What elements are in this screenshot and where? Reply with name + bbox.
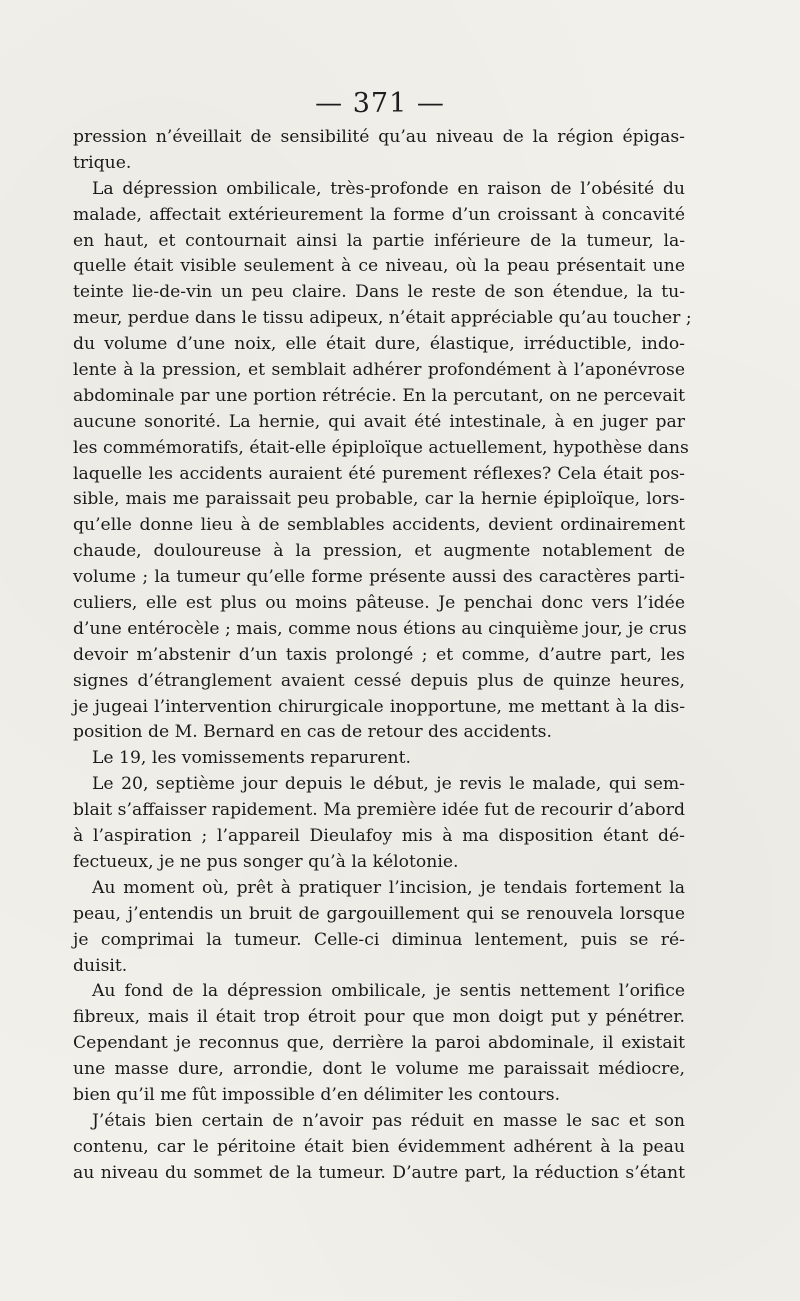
text-line: aucune sonorité. La hernie, qui avait été intestinale, à en juger par	[73, 411, 685, 432]
text-line: Au fond de la dépression ombilicale, je sentis nettement l’orifice	[92, 981, 685, 1002]
text-line: lente à la pression, et semblait adhérer profondément à l’aponévrose	[73, 360, 685, 381]
text-line: blait s’affaisser rapidement. Ma première idée fut de recourir d’abord	[73, 800, 685, 821]
text-line: Le 19, les vomissements reparurent.	[92, 748, 411, 769]
text-line: malade, affectait extérieurement la forme d’un croissant à concavité	[73, 204, 685, 225]
text-line: d’une entérocèle ; mais, comme nous étions au cinquième jour, je crus	[73, 618, 687, 639]
text-line: fectueux, je ne pus songer qu’à la kélotonie.	[73, 851, 459, 872]
text-line: signes d’étranglement avaient cessé depuis plus de quinze heures,	[73, 670, 685, 691]
text-line: culiers, elle est plus ou moins pâteuse. Je penchai donc vers l’idée	[73, 593, 685, 614]
text-line: fibreux, mais il était trop étroit pour que mon doigt put y pénétrer.	[73, 1007, 685, 1028]
page-number: — 371 —	[315, 88, 445, 119]
text-line: bien qu’il me fût impossible d’en délimiter les contours.	[73, 1084, 561, 1105]
text-line: abdominale par une portion rétrécie. En la percutant, on ne percevait	[73, 385, 685, 406]
body-text	[73, 125, 692, 1187]
text-line: position de M. Bernard en cas de retour des accidents.	[73, 722, 552, 743]
text-line: du volume d’une noix, elle était dure, élastique, irréductible, indo-	[73, 334, 685, 355]
text-line: je comprimai la tumeur. Celle-ci diminua lentement, puis se ré-	[73, 929, 685, 950]
text-line: Cependant je reconnus que, derrière la paroi abdominale, il existait	[73, 1033, 685, 1054]
text-line: chaude, douloureuse à la pression, et augmente notablement de	[73, 541, 685, 562]
text-line: meur, perdue dans le tissu adipeux, n’était appréciable qu’au toucher ;	[73, 308, 692, 329]
text-line: trique.	[73, 152, 132, 173]
text-line: les commémoratifs, était-elle épiploïque actuellement, hypothèse dans	[73, 437, 689, 458]
text-line: laquelle les accidents auraient été purement réflexes? Cela était pos-	[73, 463, 685, 484]
text-line: sible, mais me paraissait peu probable, car la hernie épiploïque, lors-	[73, 489, 685, 510]
text-line: volume ; la tumeur qu’elle forme présente aussi des caractères parti-	[73, 567, 685, 588]
text-line: devoir m’abstenir d’un taxis prolongé ; et comme, d’autre part, les	[73, 644, 685, 665]
text-line: peau, j’entendis un bruit de gargouillement qui se renouvela lorsque	[73, 903, 685, 924]
text-line: qu’elle donne lieu à de semblables accidents, devient ordinairement	[73, 515, 685, 536]
text-line: une masse dure, arrondie, dont le volume me paraissait médiocre,	[73, 1059, 685, 1080]
text-line: Au moment où, prêt à pratiquer l’incision, je tendais fortement la	[92, 877, 685, 898]
text-line: La dépression ombilicale, très-profonde en raison de l’obésité du	[92, 178, 685, 199]
text-line: à l’aspiration ; l’appareil Dieulafoy mis à ma disposition étant dé-	[73, 826, 685, 847]
text-line: Le 20, septième jour depuis le début, je revis le malade, qui sem-	[92, 774, 685, 795]
text-line: je jugeai l’intervention chirurgicale inopportune, me mettant à la dis-	[73, 696, 685, 717]
text-line: J’étais bien certain de n’avoir pas réduit en masse le sac et son	[92, 1110, 685, 1131]
text-line: teinte lie-de-vin un peu claire. Dans le reste de son étendue, la tu-	[73, 282, 685, 303]
text-line: en haut, et contournait ainsi la partie inférieure de la tumeur, la-	[73, 230, 685, 251]
text-line: pression n’éveillait de sensibilité qu’au niveau de la région épigas-	[73, 127, 685, 147]
text-line: duisit.	[73, 955, 128, 976]
text-line: quelle était visible seulement à ce niveau, où la peau présentait une	[73, 256, 685, 277]
text-line: au niveau du sommet de la tumeur. D’autre part, la réduction s’étant	[73, 1162, 685, 1183]
text-line: contenu, car le péritoine était bien évidemment adhérent à la peau	[73, 1136, 685, 1157]
